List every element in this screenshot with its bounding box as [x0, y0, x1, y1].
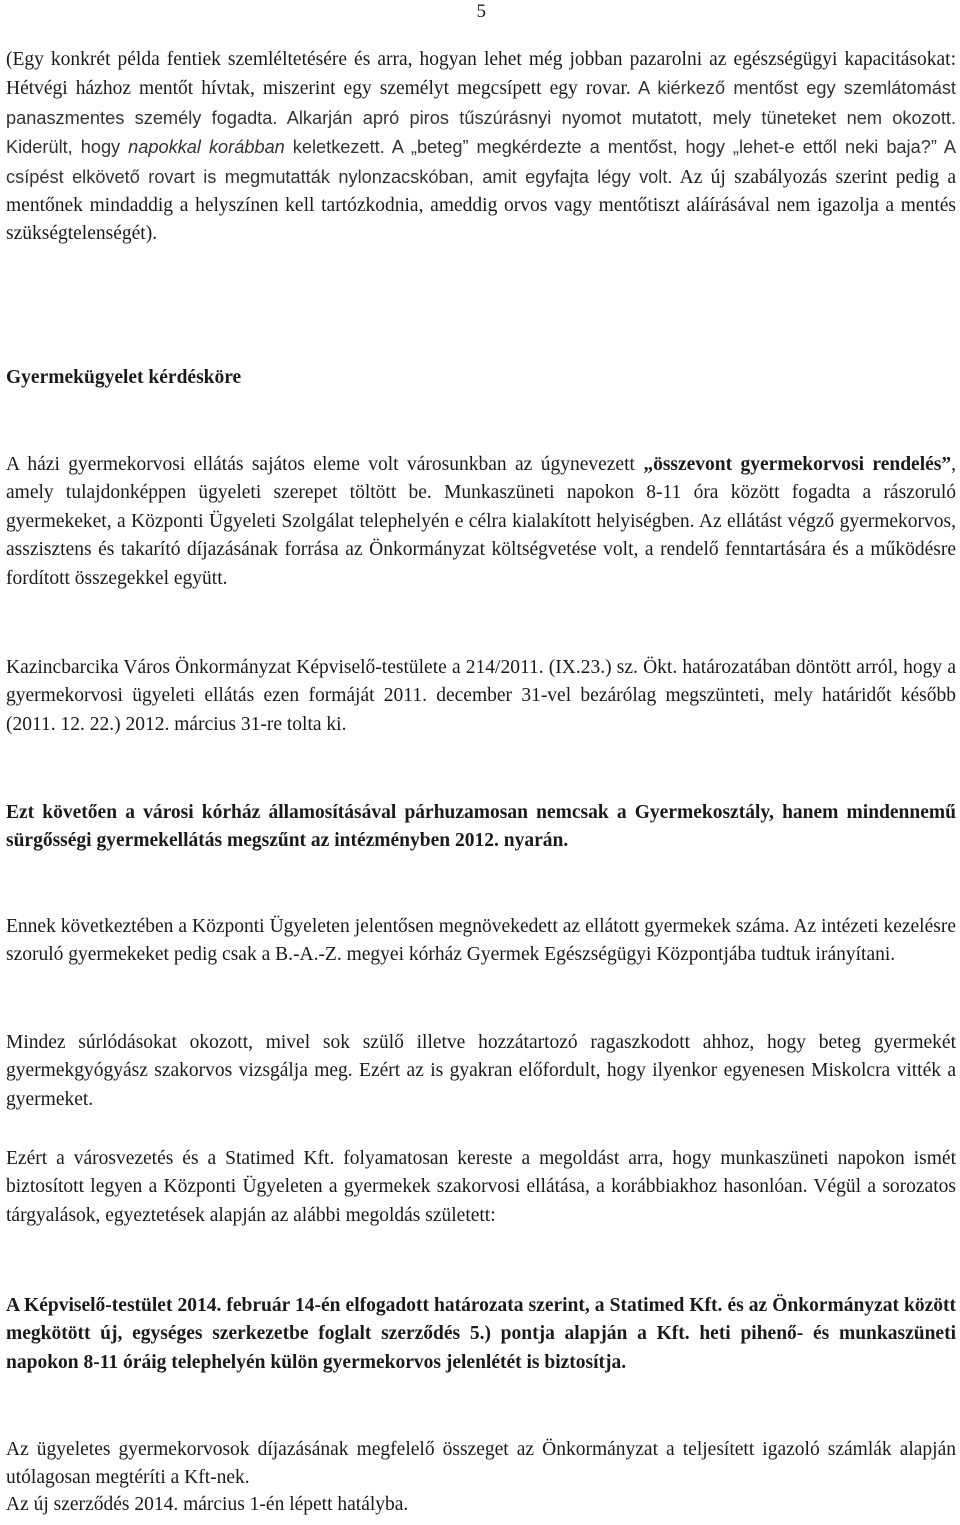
paragraph-council-decision: Kazincbarcika Város Önkormányzat Képviselő-testülete a 214/2011. (IX.23.) sz. Ökt. határozatában döntött arról, hogy a gyermekorvosi ügyeleti ellátás ezen formáját 2011. december 31-vel bezárólag megszünteti, mely határidőt később (2011. 12. 22.) 2012. március 31-re tolta ki.	[6, 657, 956, 735]
intro-sentence-5: Az új szabályozás szerint pedig a mentőnek mindaddig a helyszínen kell tartózkodnia, ameddig orvos vagy mentőtiszt aláírásával nem igazolja a mentés szükségtelenségét).	[6, 166, 957, 245]
intro-sentence-4: keletkezett. A „beteg” megkérdezte a mentőst, hogy „lehet-e ettől neki baja?” A csípést elkövető rovart is megmutatták nylonzacskóban, amit egyfajta légy volt.	[6, 137, 956, 187]
paragraph-pediatric-care-bold: „összevont gyermekorvosi rendelés”	[643, 454, 952, 475]
intro-paragraph	[6, 46, 956, 249]
intro-emphasis: napokkal korábban	[128, 137, 285, 158]
page-number: 5	[476, 1, 486, 22]
paragraph-pediatric-care-a: A házi gyermekorvosi ellátás sajátos eleme volt városunkban az úgynevezett	[6, 454, 644, 475]
paragraph-payment: Az ügyeletes gyermekorvosok díjazásának megfelelő összeget az Önkormányzat a teljesített igazoló számlák alapján utólagosan megtéríti a Kft-nek.	[6, 1439, 956, 1489]
paragraph-new-contract: A Képviselő-testület 2014. február 14-én elfogadott határozata szerint, a Statimed Kft. és az Önkormányzat között megkötött új, egységes szerkezetbe foglalt szerződés 5.) pontja alapján a Kft. heti pihenő- és munkaszüneti napokon 8-11 óráig telephelyén külön gyermekorvos jelenlétét is biztosítja.	[6, 1295, 956, 1373]
paragraph-hospital-closure: Ezt követően a városi kórház államosításával párhuzamosan nemcsak a Gyermekosztály, hanem mindennemű sürgősségi gyermekellátás megszűnt az intézményben 2012. nyarán.	[6, 802, 956, 852]
intro-sentence-1: (Egy konkrét példa fentiek szemléltetésére és arra, hogyan lehet még jobban pazarolni az egészségügyi kapacitásokat: Hétvégi házhoz mentőt hívtak, miszerint egy személyt megcsípett egy rovar.	[6, 49, 956, 100]
section-heading: Gyermekügyelet kérdésköre	[6, 367, 242, 388]
intro-sentence-2: A kiérkező mentőst egy szemlátomást panaszmentes személy fogadta. Alkarján apró piros tűszúrásnyi nyomot mutatott, mely tüneteket nem okozott. Kiderült, hogy	[6, 78, 956, 158]
paragraph-pediatric-care-c: , amely tulajdonképpen ügyeleti szerepet töltött be. Munkaszüneti napokon 8-11 óra között fogadta a rászoruló gyermekeket, a Központi Ügyeleti Szolgálat telephelyén e célra kialakított helyiségben. Az ellátást végző gyermekorvos, asszisztens és takarító díjazásának forrása az Önkormányzat költségvetése volt, a rendelő fenntartására és a működésre fordított összegekkel együtt.	[6, 454, 956, 589]
paragraph-search-solution: Ezért a városvezetés és a Statimed Kft. folyamatosan kereste a megoldást arra, hogy munkaszüneti napokon ismét biztosított legyen a Központi Ügyeleten a gyermekek szakorvosi ellátása, a korábbiakhoz hasonlóan. Végül a sorozatos tárgyalások, egyeztetések alapján az alábbi megoldás született:	[6, 1148, 956, 1226]
paragraph-frictions: Mindez súrlódásokat okozott, mivel sok szülő illetve hozzátartozó ragaszkodott ahhoz, hogy beteg gyermekét gyermekgyógyász szakorvos vizsgálja meg. Ezért az is gyakran előfordult, hogy ilyenkor egyenesen Miskolcra vitték a gyermeket.	[6, 1032, 956, 1110]
paragraph-consequences: Ennek következtében a Központi Ügyeleten jelentősen megnövekedett az ellátott gyermekek száma. Az intézeti kezelésre szoruló gyermekeket pedig csak a B.-A.-Z. megyei kórház Gyermek Egészségügyi Központjába tudtuk irányítani.	[6, 916, 956, 966]
paragraph-pediatric-care	[6, 451, 956, 593]
paragraph-effective-date: Az új szerződés 2014. március 1-én lépett hatályba.	[6, 1494, 409, 1515]
